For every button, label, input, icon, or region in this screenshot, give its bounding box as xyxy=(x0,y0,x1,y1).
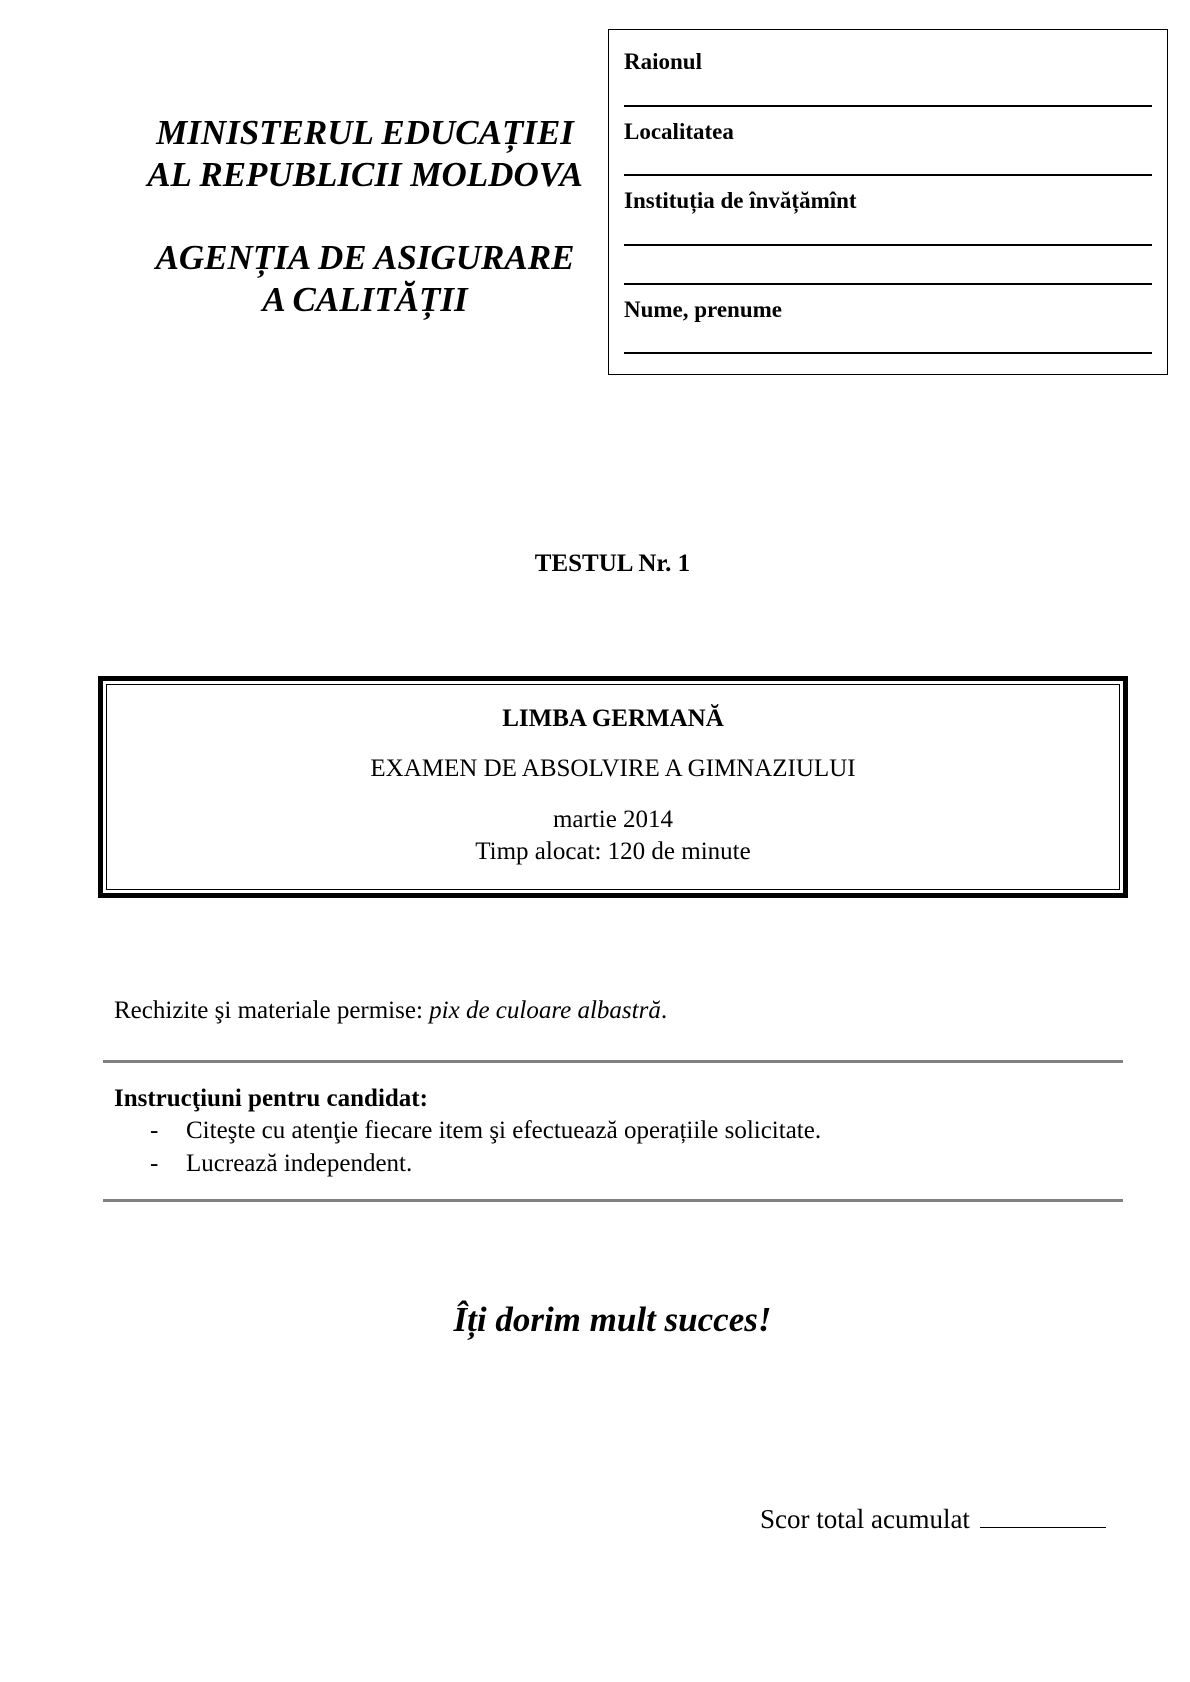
instruction-text: Lucrează independent. xyxy=(186,1150,413,1177)
institution-field[interactable] xyxy=(624,244,1152,246)
institution-field-2[interactable] xyxy=(624,283,1152,285)
candidate-info-box xyxy=(608,29,1168,375)
ministry-title xyxy=(120,112,610,196)
test-number: TESTUL Nr. 1 xyxy=(534,550,691,577)
institution-label: Instituția de învățămînt xyxy=(624,188,857,213)
materials-end: . xyxy=(660,997,668,1024)
instructions-title: Instrucţiuni pentru candidat: xyxy=(114,1085,428,1112)
score-label: Scor total acumulat xyxy=(760,1504,970,1534)
exam-duration: Timp alocat: 120 de minute xyxy=(475,838,751,865)
materials-label: Rechizite şi materiale permise: xyxy=(114,997,430,1024)
instruction-item: - Citeşte cu atenţie fiecare item şi efectuează operațiile solicitate. xyxy=(150,1117,822,1144)
divider-bottom xyxy=(103,1199,1123,1202)
good-luck-message: Îți dorim mult succes! xyxy=(453,1300,772,1339)
agency-line-1: AGENȚIA DE ASIGURARE xyxy=(155,238,575,277)
exam-subject: LIMBA GERMANĂ xyxy=(502,705,724,732)
score-field[interactable] xyxy=(980,1503,1106,1528)
allowed-materials xyxy=(114,997,667,1025)
exam-info-frame xyxy=(98,676,1128,898)
total-score xyxy=(760,1503,1106,1535)
ministry-line-2: AL REPUBLICII MOLDOVA xyxy=(147,155,583,194)
exam-date: martie 2014 xyxy=(552,806,674,833)
materials-value: pix de culoare albastră xyxy=(429,997,661,1024)
district-field[interactable] xyxy=(624,105,1152,107)
agency-line-2: A CALITĂȚII xyxy=(262,280,468,319)
divider-top xyxy=(103,1060,1123,1063)
ministry-line-1: MINISTERUL EDUCAȚIEI xyxy=(156,113,574,152)
locality-field[interactable] xyxy=(624,174,1152,176)
name-field[interactable] xyxy=(624,352,1152,354)
locality-label: Localitatea xyxy=(624,119,734,144)
district-label: Raionul xyxy=(624,49,702,74)
instruction-text: Citeşte cu atenţie fiecare item şi efectuează operațiile solicitate. xyxy=(186,1117,822,1144)
exam-type: EXAMEN DE ABSOLVIRE A GIMNAZIULUI xyxy=(370,755,856,782)
name-label: Nume, prenume xyxy=(624,297,783,322)
agency-title xyxy=(120,237,610,321)
instruction-item: - Lucrează independent. xyxy=(150,1150,413,1177)
